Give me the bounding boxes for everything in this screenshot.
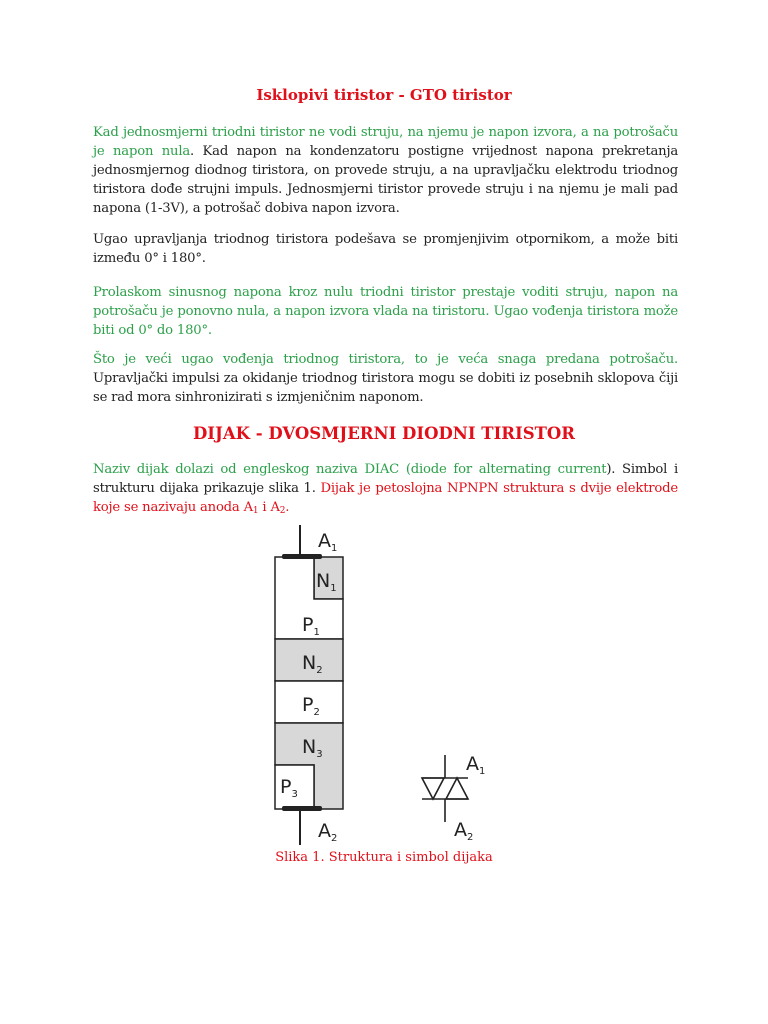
paragraph-4-dark: Upravljački impulsi za okidanje triodnog tiristora mogu se dobiti iz posebnih sklopova čiji se rad mora sinhronizirati s izmjeničnim naponom. [93, 371, 678, 405]
diac-intro-red-mid: i A [258, 500, 280, 515]
label-a1-structure: $A_1$ [318, 530, 338, 554]
label-p1: $P_1$ [302, 614, 320, 638]
diac-intro-red-text: Dijak je petoslojna NPNPN struktura s dvije elektrode koje se nazivaju anoda A [93, 481, 678, 515]
label-p2: $P_2$ [302, 694, 320, 718]
diac-intro-green: Naziv dijak dolazi od engleskog naziva DIAC (diode for alternating current [93, 462, 607, 477]
diac-structure-diagram [260, 525, 370, 845]
label-a2-symbol: $A_2$ [454, 819, 474, 843]
symbol-triangle-up [446, 778, 468, 799]
paragraph-4-green: Što je veći ugao vođenja triodnog tiristora, to je veća snaga predana potrošaču. [93, 352, 678, 367]
paragraph-4 [93, 350, 678, 407]
label-n1: $N_1$ [316, 570, 337, 594]
diac-intro-dark: ). Simbol i strukturu dijaka prikazuje slika 1. [93, 462, 678, 496]
label-n2: $N_2$ [302, 652, 323, 676]
paragraph-diac-intro [93, 460, 678, 517]
symbol-triangle-down [422, 778, 444, 799]
label-p3: $P_3$ [280, 776, 298, 800]
diac-symbol-diagram [410, 750, 500, 845]
section-title-diac: DIJAK - DVOSMJERNI DIODNI TIRISTOR [193, 424, 575, 443]
diac-intro-red-end: . [285, 500, 290, 515]
paragraph-3: Prolaskom sinusnog napona kroz nulu triodni tiristor prestaje voditi struju, napon na potrošaču je ponovno nula, a napon izvora vlada na tiristoru. Ugao vođenja tiristora može biti od 0° do 180°. [93, 285, 678, 338]
paragraph-1-dark: . Kad napon na kondenzatoru postigne vrijednost napona prekretanja jednosmjernog diodnog tiristora, on provede struju, a na upravljačku elektrodu triodnog tiristora dođe strujni impuls. Jednosmjerni tiristor provede struju i na njemu je mali pad napona (1-3V), a potrošač dobiva napon izvora. [93, 144, 678, 216]
anode-a1-sub: 1 [252, 506, 259, 516]
paragraph-1 [93, 123, 678, 218]
paragraph-1-green: Kad jednosmjerni triodni tiristor ne vodi struju, na njemu je napon izvora, a na potrošaču je napon nula [93, 125, 678, 159]
anode-a2-sub: 2 [279, 506, 286, 516]
figure-caption: Slika 1. Struktura i simbol dijaka [275, 850, 493, 865]
label-a2-structure: $A_2$ [318, 820, 338, 844]
paragraph-2: Ugao upravljanja triodnog tiristora podešava se promjenjivim otpornikom, a može biti između 0° i 180°. [93, 232, 678, 266]
label-a1-symbol: $A_1$ [466, 753, 486, 777]
bottom-electrode [282, 806, 322, 811]
top-electrode [282, 554, 322, 559]
section-title-gto: Isklopivi tiristor - GTO tiristor [256, 86, 512, 104]
label-n3: $N_3$ [302, 736, 323, 760]
